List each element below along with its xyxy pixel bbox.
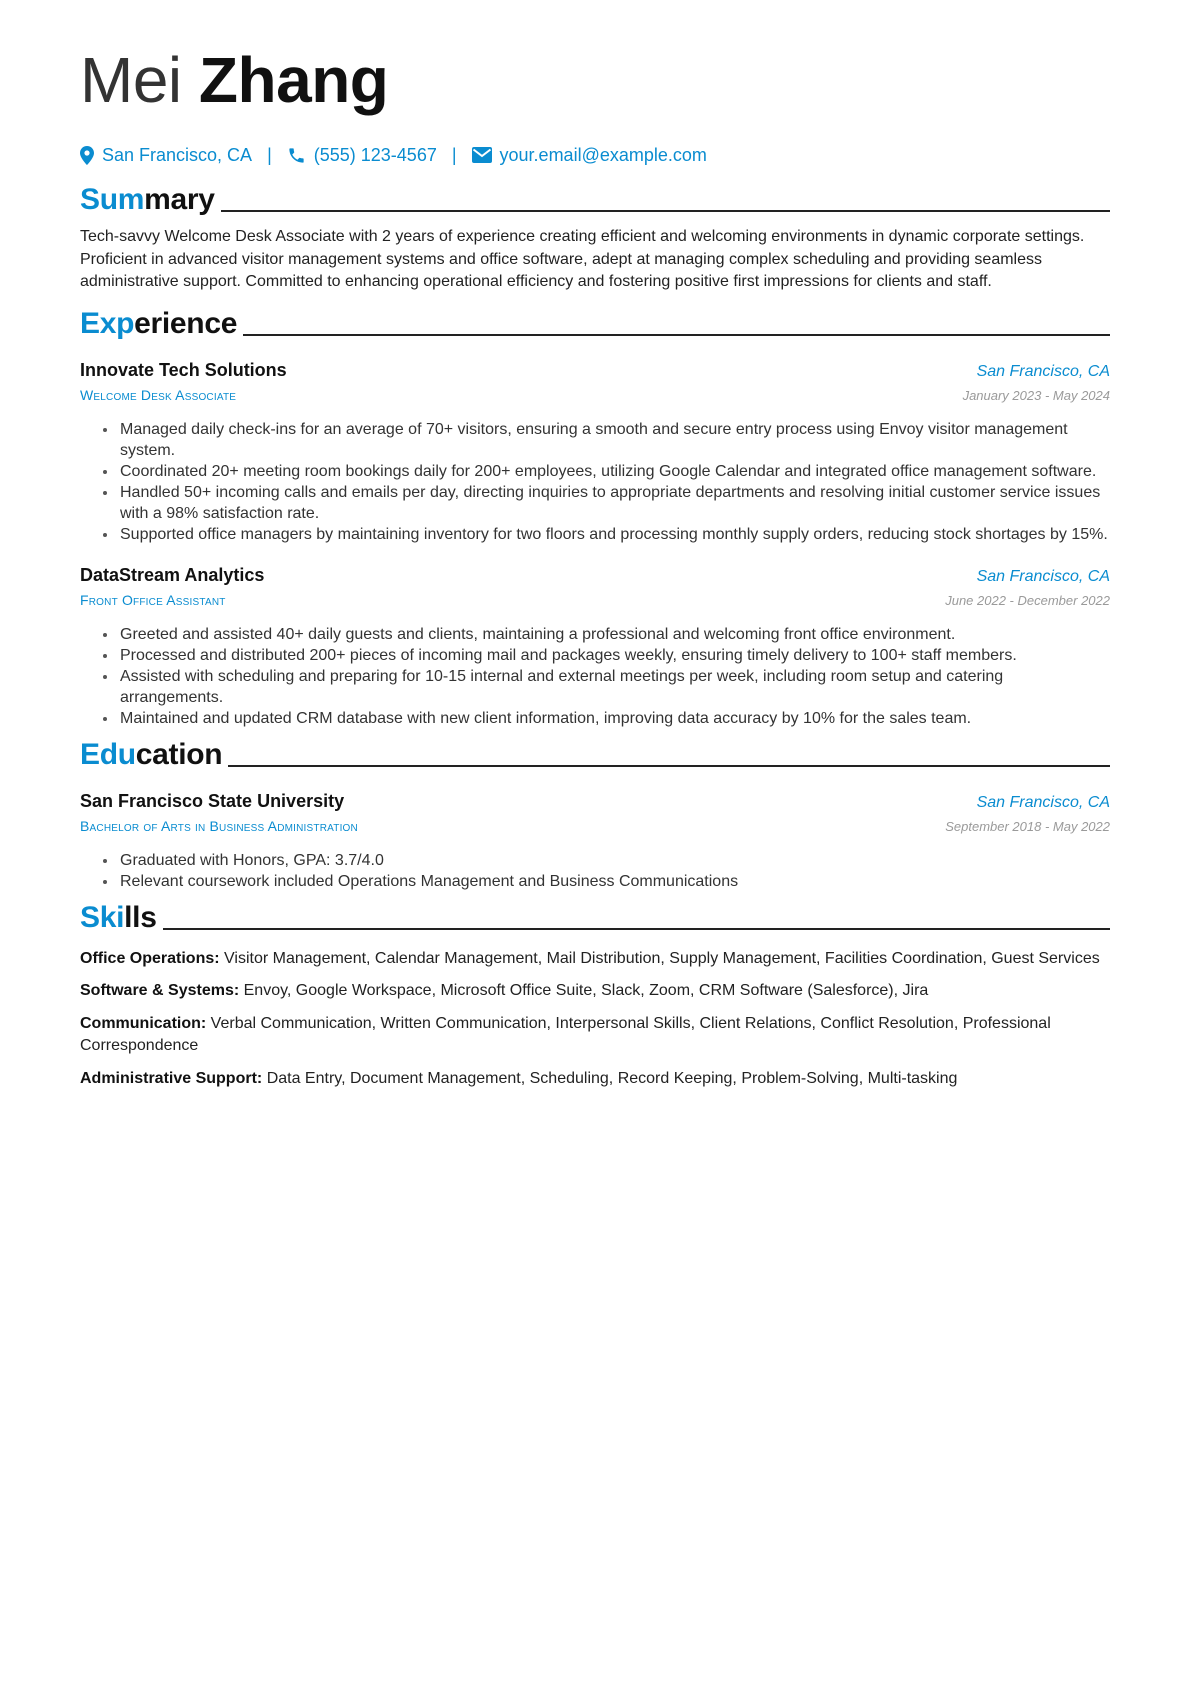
school-dates: September 2018 - May 2022 xyxy=(945,818,1110,834)
entry-header-row xyxy=(80,358,1110,384)
envelope-icon xyxy=(472,147,492,163)
experience-heading xyxy=(80,306,1110,342)
job-title: Welcome Desk Associate xyxy=(80,386,237,403)
section-title-rest: lls xyxy=(124,900,157,934)
phone-icon xyxy=(287,146,306,165)
section-title xyxy=(80,306,237,342)
section-title-accent: Edu xyxy=(80,737,136,771)
job-location: San Francisco, CA xyxy=(976,567,1110,585)
list-item: • Relevant coursework included Operations Management and Business Communications xyxy=(118,871,1110,892)
education-entry xyxy=(80,789,1110,892)
skill-category: Software & Systems: xyxy=(80,982,240,999)
education-bullets xyxy=(80,850,1110,892)
section-title-rest: cation xyxy=(135,737,223,771)
list-item: • Maintained and updated CRM database with new client information, improving data accuracy by 10% for the sales team. xyxy=(118,708,1110,729)
list-item: • Supported office managers by maintaining inventory for two floors and processing monthly supply orders, reducing stock shortages by 15%. xyxy=(118,524,1110,545)
school-name: San Francisco State University xyxy=(80,790,345,811)
section-title xyxy=(80,737,222,773)
section-title xyxy=(80,900,157,936)
skill-line xyxy=(80,980,1110,1003)
list-item: • Handled 50+ incoming calls and emails per day, directing inquiries to appropriate departments and resolving initial customer service issues with a 98% satisfaction rate. xyxy=(118,482,1110,524)
list-item: • Processed and distributed 200+ pieces of incoming mail and packages weekly, ensuring timely delivery to 100+ staff members. xyxy=(118,645,1110,666)
contact-separator: | xyxy=(451,144,457,165)
job-bullets xyxy=(80,624,1110,729)
skill-category: Office Operations: xyxy=(80,949,220,967)
map-pin-icon xyxy=(80,146,94,165)
entry-subheader-row xyxy=(80,589,1110,612)
contact-phone[interactable] xyxy=(287,145,437,166)
section-title-accent: Ski xyxy=(80,900,125,934)
section-title-accent: Exp xyxy=(80,306,135,340)
list-item: • Coordinated 20+ meeting room bookings daily for 200+ employees, utilizing Google Calendar and integrated office management software. xyxy=(118,461,1110,482)
skill-values: Data Entry, Document Management, Scheduling, Record Keeping, Problem-Solving, Multi-tasking xyxy=(266,1069,958,1087)
entry-subheader-row xyxy=(80,384,1110,407)
skill-line xyxy=(80,948,1110,971)
contact-bar xyxy=(80,142,1110,168)
experience-entry xyxy=(80,563,1110,729)
last-name: Zhang xyxy=(198,44,389,116)
section-rule xyxy=(221,210,1110,212)
section-title-rest: mary xyxy=(144,183,215,216)
company-name: Innovate Tech Solutions xyxy=(80,359,287,380)
contact-location xyxy=(80,145,252,166)
contact-separator: | xyxy=(267,144,272,165)
job-dates: January 2023 - May 2024 xyxy=(962,387,1110,403)
list-item: • Graduated with Honors, GPA: 3.7/4.0 xyxy=(118,850,1110,871)
section-title-rest: erience xyxy=(134,306,238,340)
skill-values: Envoy, Google Workspace, Microsoft Office Suite, Slack, Zoom, CRM Software (Salesforce), Jira xyxy=(243,982,929,999)
entry-subheader-row xyxy=(80,815,1110,838)
skill-category: Administrative Support: xyxy=(80,1069,263,1087)
education-heading xyxy=(80,737,1110,773)
skill-values: Visitor Management, Calendar Management, Mail Distribution, Supply Management, Facilities Coordination, Guest Services xyxy=(224,949,1100,967)
section-rule xyxy=(163,928,1110,930)
first-name: Mei xyxy=(80,44,182,116)
degree: Bachelor of Arts in Business Administration xyxy=(80,817,358,834)
skills-heading xyxy=(80,900,1110,936)
skill-line xyxy=(80,1013,1110,1058)
job-bullets xyxy=(80,419,1110,545)
list-item: • Managed daily check-ins for an average of 70+ visitors, ensuring a smooth and secure entry process using Envoy visitor management system. xyxy=(118,419,1110,461)
skill-line xyxy=(80,1068,1110,1091)
skill-category: Communication: xyxy=(80,1014,207,1032)
section-title-accent: Sum xyxy=(80,183,145,216)
job-location: San Francisco, CA xyxy=(976,362,1110,380)
contact-email[interactable] xyxy=(472,145,707,166)
school-location: San Francisco, CA xyxy=(976,793,1110,811)
job-dates: June 2022 - December 2022 xyxy=(945,592,1110,608)
summary-heading xyxy=(80,182,1110,218)
summary-text: Tech-savvy Welcome Desk Associate with 2 years of experience creating efficient and welcoming environments in dynamic corporate settings. Proficient in advanced visitor management systems and office software, adept at managing complex scheduling and providing seamless administrative support. Committed to enhancing operational efficiency and fostering positive first impressions for clients and staff. xyxy=(80,228,1085,290)
entry-header-row xyxy=(80,789,1110,815)
section-rule xyxy=(243,334,1110,336)
entry-header-row xyxy=(80,563,1110,589)
job-title: Front Office Assistant xyxy=(80,591,226,608)
phone-text: (555) 123-4567 xyxy=(313,144,437,165)
skill-values: Verbal Communication, Written Communication, Interpersonal Skills, Client Relations, Conflict Resolution, Professional Correspondence xyxy=(80,1014,1051,1054)
location-text: San Francisco, CA xyxy=(102,144,253,165)
list-item: • Assisted with scheduling and preparing for 10-15 internal and external meetings per week, including room setup and catering arrangements. xyxy=(118,666,1110,708)
email-link: your.email@example.com xyxy=(499,144,707,165)
experience-entry xyxy=(80,358,1110,545)
list-item: • Greeted and assisted 40+ daily guests and clients, maintaining a professional and welcoming front office environment. xyxy=(118,624,1110,645)
section-rule xyxy=(228,765,1110,767)
candidate-name xyxy=(80,40,1110,120)
section-title xyxy=(80,182,215,218)
company-name: DataStream Analytics xyxy=(80,564,265,585)
